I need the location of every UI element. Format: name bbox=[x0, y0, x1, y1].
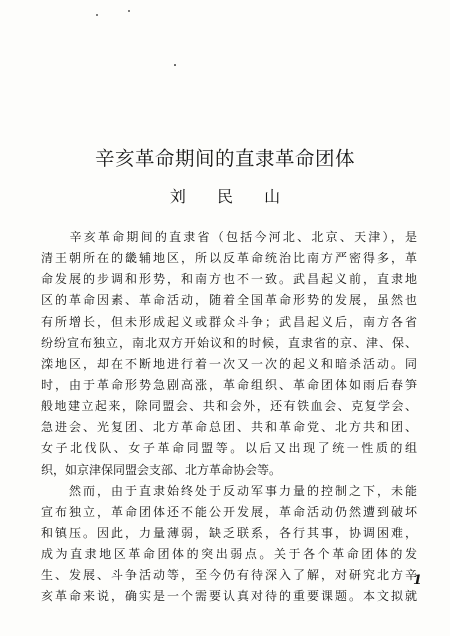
body-line: 女子北伐队、女子革命同盟等。以后又出现了统一性质的组 bbox=[41, 441, 417, 456]
body-line: 生、发展、斗争活动等，至今仍有待深入了解，对研究北方辛 bbox=[41, 568, 417, 583]
body-line: 急进会、光复团、北方革命总团、共和革命党、北方共和团、 bbox=[41, 420, 417, 435]
scan-speck bbox=[128, 10, 130, 12]
scan-speck bbox=[174, 64, 176, 66]
body-line: 纷纷宣布独立，南北双方开始议和的时候，直隶省的京、津、保、 bbox=[41, 335, 417, 350]
body-line: 辛亥革命期间的直隶省（包括今河北、北京、天津），是 bbox=[41, 230, 417, 244]
body-line: 然而，由于直隶始终处于反动军事力量的控制之下，未能 bbox=[41, 483, 417, 498]
body-line: 和镇压。因此，力量薄弱，缺乏联系，各行其事，协调困难， bbox=[41, 525, 417, 540]
body-line: 时，由于革命形势急剧高涨，革命组织、革命团体如雨后春笋 bbox=[41, 377, 417, 392]
body-line: 成为直隶地区革命团体的突出弱点。关于各个革命团体的发 bbox=[41, 547, 417, 562]
body-line: 宣布独立，革命团体还不能公开发展，革命活动仍然遭到破坏 bbox=[41, 504, 417, 519]
body-line: 区的革命因素、革命活动，随着全国革命形势的发展，虽然也 bbox=[41, 293, 417, 308]
body-line: 亥革命来说，确实是一个需要认真对待的重要课题。本文拟就 bbox=[41, 589, 417, 604]
body-line: 清王朝所在的畿辅地区，所以反革命统治比南方严密得多，革 bbox=[41, 251, 417, 266]
author-name: 刘 民 山 bbox=[169, 187, 294, 206]
body-line: 般地建立起来，除同盟会、共和会外，还有铁血会、克复学会、 bbox=[41, 399, 417, 414]
body-line: 有所增长，但未形成起义或群众斗争；武昌起义后，南方各省 bbox=[41, 314, 417, 329]
body-line: 织，如京津保同盟会支部、北方革命协会等。 bbox=[41, 462, 282, 477]
article-body bbox=[41, 227, 417, 608]
scan-speck bbox=[96, 14, 98, 16]
body-line: 命发展的步调和形势，和南方也不一致。武昌起义前，直隶地 bbox=[41, 272, 417, 287]
body-line: 滦地区，却在不断地进行着一次又一次的起义和暗杀活动。同 bbox=[41, 356, 417, 371]
article-title: 辛亥革命期间的直隶革命团体 bbox=[94, 147, 355, 170]
page-number: 1 bbox=[412, 573, 422, 588]
